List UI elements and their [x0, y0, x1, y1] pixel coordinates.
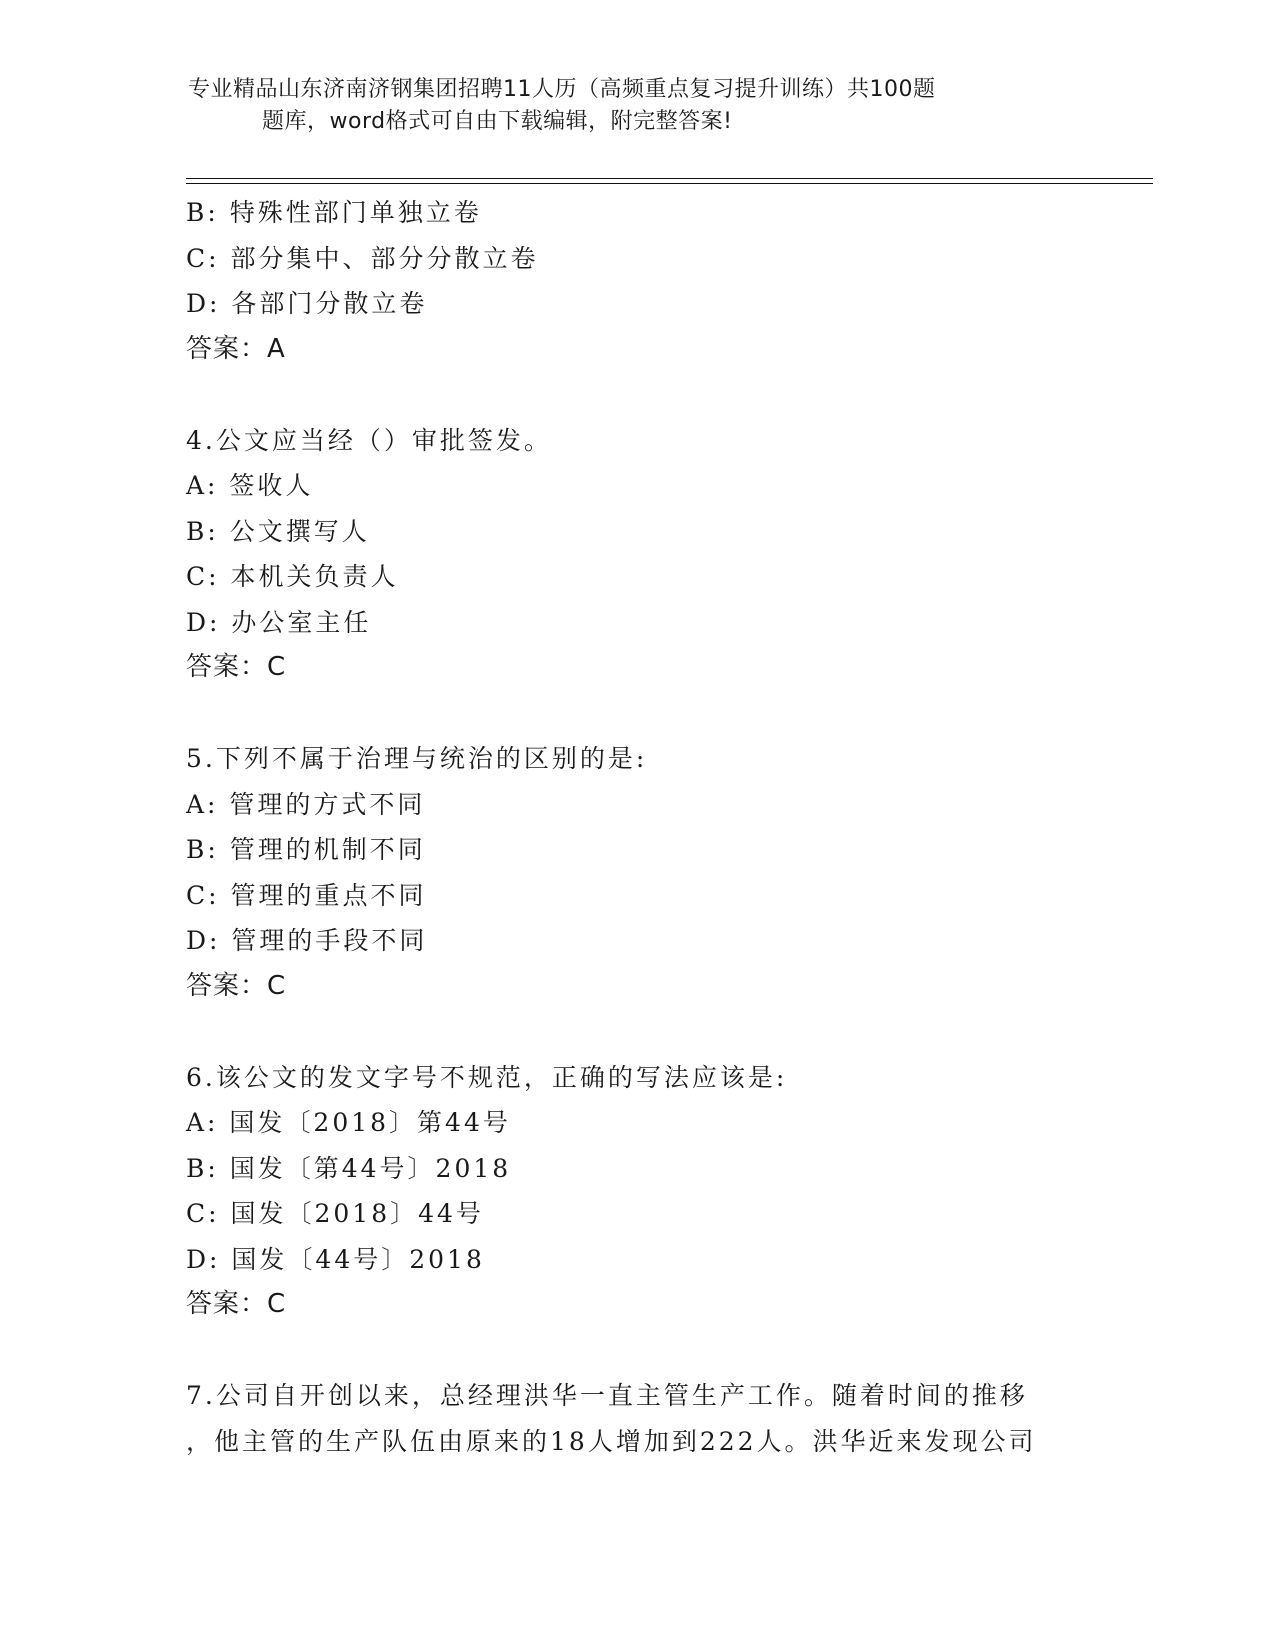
question-text: 4.公文应当经（）审批签发。 — [186, 425, 552, 455]
header-rule-top — [186, 178, 1153, 179]
question-7 — [186, 1373, 1146, 1464]
question-text: 5.下列不属于治理与统治的区别的是: — [186, 744, 648, 773]
option-b: B: 特殊性部门单独立卷 — [186, 198, 482, 227]
option-d: D: 国发〔44号〕2018 — [186, 1244, 485, 1274]
option-c: C: 本机关负责人 — [186, 562, 399, 591]
option-c: C: 部分集中、部分分散立卷 — [186, 243, 539, 273]
option-b: B: 国发〔第44号〕2018 — [186, 1153, 512, 1183]
option-d: D: 各部门分散立卷 — [186, 289, 428, 318]
question-text-line-1: 7.公司自开创以来，总经理洪华一直主管生产工作。随着时间的推移 — [186, 1381, 1028, 1410]
option-b: B: 公文撰写人 — [186, 516, 370, 546]
question-6 — [186, 1055, 1146, 1328]
header-rule-bottom — [186, 183, 1153, 184]
question-4 — [186, 418, 1146, 691]
document-header — [188, 74, 1088, 138]
option-d: D: 管理的手段不同 — [186, 926, 428, 955]
header-title-line-2: 题库，word格式可自由下载编辑，附完整答案! — [262, 109, 733, 134]
answer: 答案：A — [186, 333, 286, 364]
answer: 答案：C — [186, 1289, 287, 1319]
option-a: A: 国发〔2018〕第44号 — [186, 1108, 511, 1137]
option-a: A: 管理的方式不同 — [186, 789, 426, 819]
option-c: C: 国发〔2018〕44号 — [186, 1199, 484, 1228]
option-d: D: 办公室主任 — [186, 607, 372, 637]
option-b: B: 管理的机制不同 — [186, 835, 426, 864]
question-5 — [186, 736, 1146, 1009]
option-c: C: 管理的重点不同 — [186, 880, 427, 910]
question-list — [186, 190, 1146, 1464]
answer: 答案：C — [186, 970, 287, 1001]
header-title-line-1: 专业精品山东济南济钢集团招聘11人历（高频重点复习提升训练）共100题 — [188, 77, 936, 102]
question-text: 6.该公文的发文字号不规范，正确的写法应该是: — [186, 1062, 788, 1092]
answer: 答案：C — [186, 652, 287, 682]
question-3-continued — [186, 190, 1146, 372]
question-text-line-2: ，他主管的生产队伍由原来的18人增加到222人。洪华近来发现公司 — [186, 1426, 1037, 1456]
option-a: A: 签收人 — [186, 471, 314, 500]
